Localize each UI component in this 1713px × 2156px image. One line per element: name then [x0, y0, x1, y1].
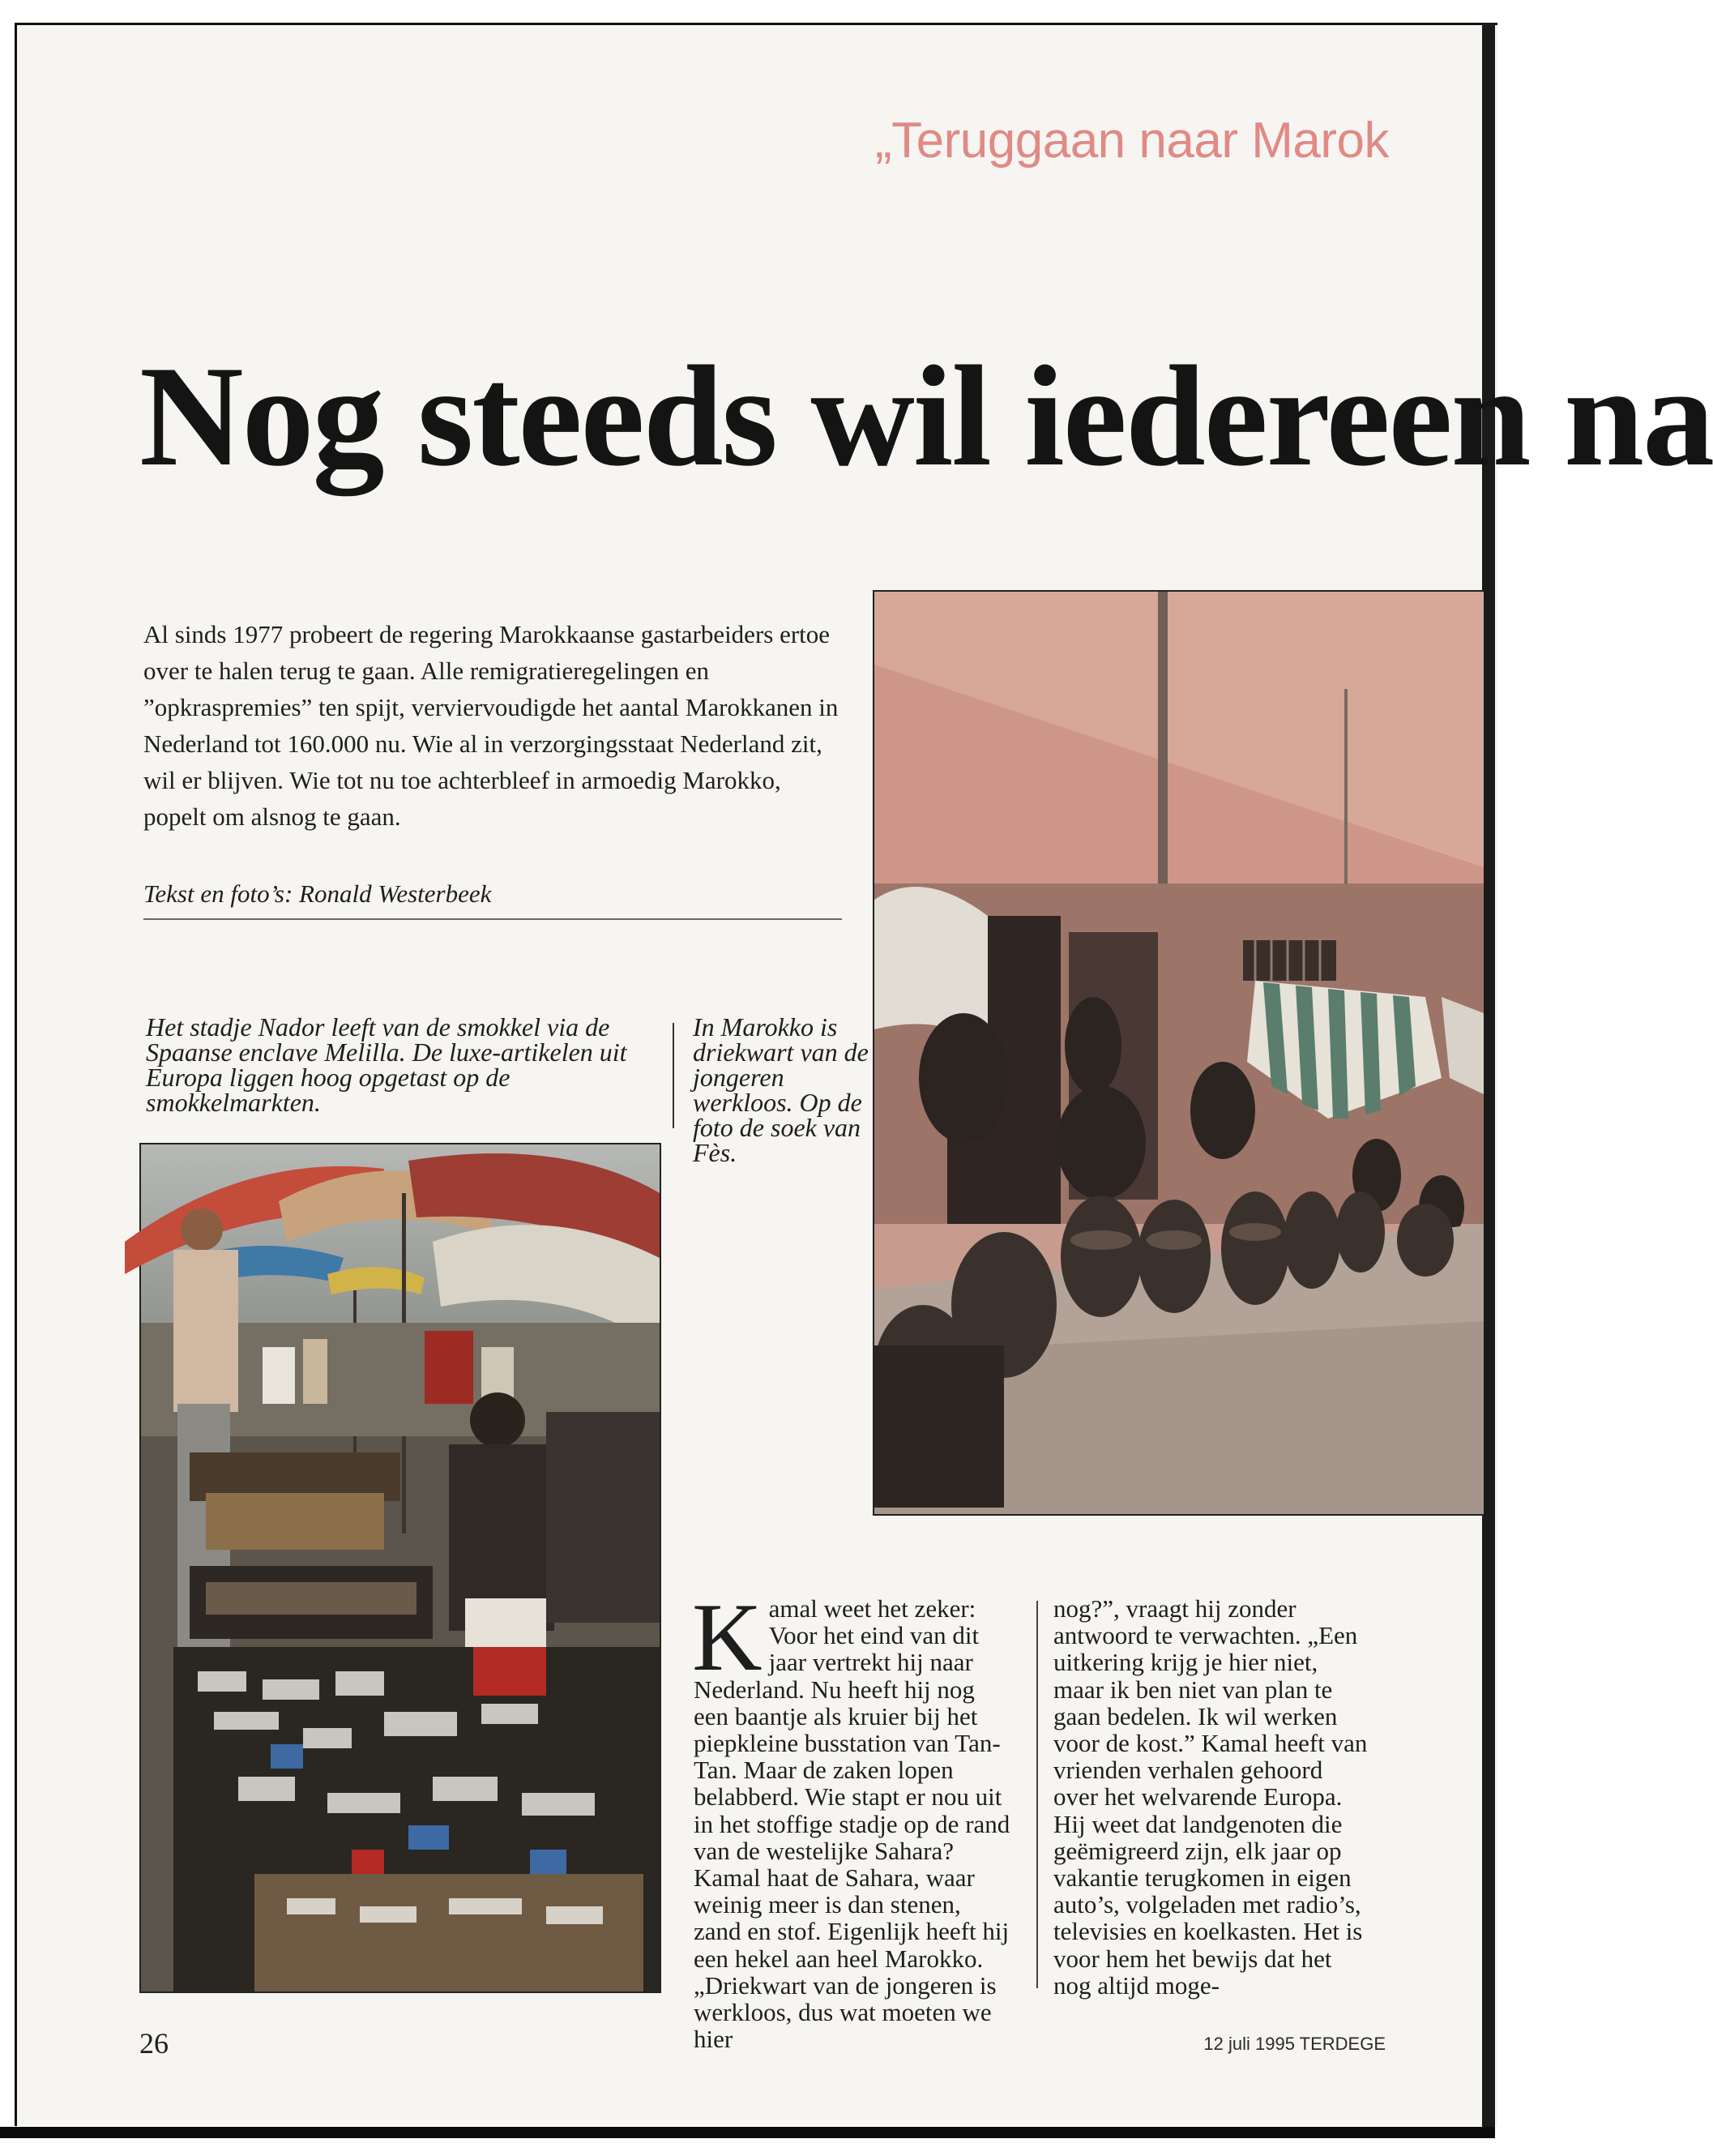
caption-fes: In Marokko is driekwart van de jongeren werkloos. Op de foto de soek van Fès. [693, 1012, 869, 1167]
column-divider [1036, 1601, 1038, 1988]
body-column-2: nog?”, vraagt hij zonder antwoord te verwachten. „Een uitkering krijg je hier niet, maar ik ben niet van plan te gaan bedelen. Ik wil werken voor de kost.” Kamal heeft van vrienden verhalen gehoord over het welvarende Europa. Hij weet dat landgenoten die geëmigreerd zijn, elk jaar op vakantie terugkomen in eigen auto’s, volgeladen met radio’s, televisies en koelkasten. Het is voor hem het bewijs dat het nog altijd moge- [1053, 1594, 1368, 2000]
article-kicker: „Teruggaan naar Marok [875, 113, 1389, 169]
article-intro: Al sinds 1977 probeert de regering Marokkaanse gastarbeiders ertoe over te halen terug te gaan. Alle remigratieregelingen en ”opkraspremies” ten spijt, verviervoudigde het aantal Marokkanen in Nederland tot 160.000 nu. Wie al in verzorgingsstaat Nederland zit, wil er blijven. Wie tot nu toe achterbleef in armoedig Marokko, popelt om alsnog te gaan. [143, 620, 839, 831]
page-number: 26 [139, 2027, 169, 2060]
photo-nador-market [139, 1143, 661, 1993]
caption-nador: Het stadje Nador leeft van de smokkel via de Spaanse enclave Melilla. De luxe-artikelen uit Europa liggen hoog opgetast op de smokkelmarkten. [146, 1012, 627, 1117]
issue-footer: 12 juli 1995 TERDEGE [1203, 2034, 1386, 2054]
photo-fes-souk [873, 590, 1484, 1516]
body-column-1 [692, 1583, 1014, 2054]
byline: Tekst en foto’s: Ronald Westerbeek [143, 879, 492, 908]
article-headline: Nog steeds wil iedereen na [139, 336, 1713, 496]
scan-bottom-edge [0, 2127, 1495, 2138]
caption-divider [673, 1023, 674, 1128]
drop-cap: K [692, 1583, 763, 1691]
body-text-1: amal weet het zeker: Voor het eind van dit jaar vertrekt hij naar Nederland. Nu heeft hij nog een baantje als kruier bij het piepkleine busstation van Tan-Tan. Maar de zaken lopen belabberd. Wie stapt er nou uit in het stoffige stadje op de rand van de westelijke Sahara? Kamal haat de Sahara, waar weinig meer is dan stenen, zand en stof. Eigenlijk heeft hij een hekel aan heel Marokko. „Driekwart van de jongeren is werkloos, dus wat moeten we hier [694, 1594, 1010, 2054]
byline-rule [143, 918, 842, 920]
